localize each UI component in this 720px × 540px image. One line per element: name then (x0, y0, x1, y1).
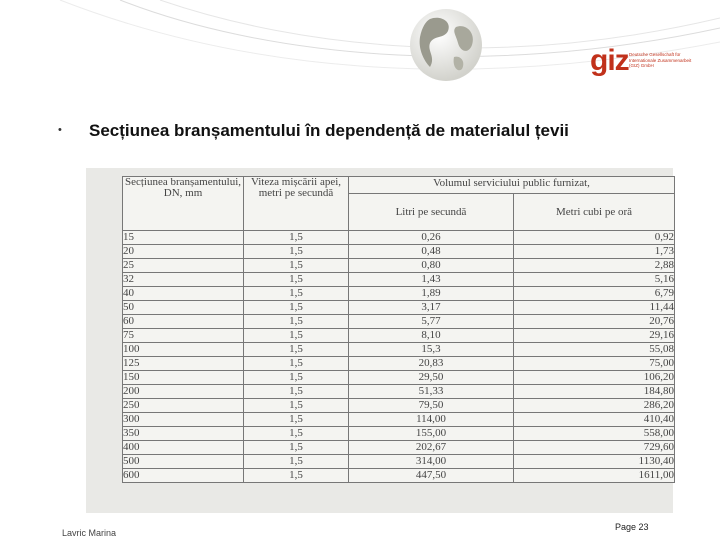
cell-speed: 1,5 (244, 357, 349, 371)
cell-liters: 0,48 (349, 245, 514, 259)
table-row (123, 399, 675, 413)
page-number: Page 23 (615, 522, 649, 532)
cell-liters: 314,00 (349, 455, 514, 469)
cell-liters: 15,3 (349, 343, 514, 357)
header-cubic: Metri cubi pe oră (514, 194, 675, 231)
cell-speed: 1,5 (244, 231, 349, 245)
cell-liters: 447,50 (349, 469, 514, 483)
cell-liters: 3,17 (349, 301, 514, 315)
table-row (123, 455, 675, 469)
cell-liters: 0,26 (349, 231, 514, 245)
table-row (123, 469, 675, 483)
cell-speed: 1,5 (244, 315, 349, 329)
cell-liters: 51,33 (349, 385, 514, 399)
table-row (123, 385, 675, 399)
cell-liters: 202,67 (349, 441, 514, 455)
cell-cubic: 106,20 (514, 371, 675, 385)
cell-dn: 250 (123, 399, 244, 413)
header-speed: Viteza mișcării apei, metri pe secundă (244, 177, 349, 231)
cell-dn: 75 (123, 329, 244, 343)
cell-cubic: 1,73 (514, 245, 675, 259)
cell-speed: 1,5 (244, 399, 349, 413)
title-bullet: • (58, 124, 62, 136)
cell-dn: 50 (123, 301, 244, 315)
cell-speed: 1,5 (244, 469, 349, 483)
cell-cubic: 729,60 (514, 441, 675, 455)
cell-dn: 100 (123, 343, 244, 357)
giz-logo-text: giz (590, 44, 629, 77)
header-band (0, 0, 720, 95)
cell-dn: 600 (123, 469, 244, 483)
cell-speed: 1,5 (244, 371, 349, 385)
table-row (123, 371, 675, 385)
header-volume-group: Volumul serviciului public furnizat, (349, 177, 675, 194)
cell-dn: 500 (123, 455, 244, 469)
cell-cubic: 55,08 (514, 343, 675, 357)
cell-liters: 5,77 (349, 315, 514, 329)
cell-speed: 1,5 (244, 413, 349, 427)
table-row (123, 273, 675, 287)
cell-liters: 1,43 (349, 273, 514, 287)
cell-speed: 1,5 (244, 343, 349, 357)
cell-cubic: 558,00 (514, 427, 675, 441)
cell-liters: 79,50 (349, 399, 514, 413)
cell-cubic: 20,76 (514, 315, 675, 329)
cell-cubic: 2,88 (514, 259, 675, 273)
header-dn: Secțiunea branșamentului, DN, mm (123, 177, 244, 231)
cell-speed: 1,5 (244, 287, 349, 301)
cell-liters: 1,89 (349, 287, 514, 301)
flow-capacity-table (122, 176, 675, 483)
cell-cubic: 29,16 (514, 329, 675, 343)
cell-cubic: 75,00 (514, 357, 675, 371)
table-row (123, 245, 675, 259)
table-row (123, 343, 675, 357)
cell-cubic: 1611,00 (514, 469, 675, 483)
cell-cubic: 410,40 (514, 413, 675, 427)
cell-speed: 1,5 (244, 301, 349, 315)
table-row (123, 357, 675, 371)
cell-speed: 1,5 (244, 441, 349, 455)
table-row (123, 287, 675, 301)
cell-liters: 20,83 (349, 357, 514, 371)
cell-liters: 29,50 (349, 371, 514, 385)
table-row (123, 301, 675, 315)
cell-dn: 40 (123, 287, 244, 301)
cell-speed: 1,5 (244, 259, 349, 273)
header-liters: Litri pe secundă (349, 194, 514, 231)
footer-author: Lavric Marina (62, 528, 117, 538)
cell-liters: 8,10 (349, 329, 514, 343)
cell-liters: 155,00 (349, 427, 514, 441)
cell-cubic: 286,20 (514, 399, 675, 413)
table-row (123, 413, 675, 427)
cell-dn: 25 (123, 259, 244, 273)
cell-dn: 60 (123, 315, 244, 329)
cell-cubic: 1130,40 (514, 455, 675, 469)
cell-dn: 150 (123, 371, 244, 385)
globe-icon (400, 5, 492, 85)
cell-dn: 15 (123, 231, 244, 245)
cell-speed: 1,5 (244, 385, 349, 399)
cell-cubic: 11,44 (514, 301, 675, 315)
table-row (123, 259, 675, 273)
cell-liters: 0,80 (349, 259, 514, 273)
cell-cubic: 6,79 (514, 287, 675, 301)
cell-speed: 1,5 (244, 329, 349, 343)
table-row (123, 329, 675, 343)
cell-speed: 1,5 (244, 245, 349, 259)
cell-dn: 20 (123, 245, 244, 259)
cell-dn: 200 (123, 385, 244, 399)
cell-speed: 1,5 (244, 455, 349, 469)
cell-dn: 350 (123, 427, 244, 441)
cell-dn: 400 (123, 441, 244, 455)
table-row (123, 427, 675, 441)
cell-dn: 300 (123, 413, 244, 427)
cell-speed: 1,5 (244, 273, 349, 287)
table-body (123, 231, 675, 483)
table-row (123, 315, 675, 329)
cell-cubic: 5,16 (514, 273, 675, 287)
cell-liters: 114,00 (349, 413, 514, 427)
slide-title: Secțiunea branșamentului în dependență de materialul țevii (89, 121, 569, 140)
giz-logo-tagline: Deutsche Gesellschaft für Internationale Zusammenarbeit (GIZ) GmbH (629, 52, 692, 68)
cell-cubic: 184,80 (514, 385, 675, 399)
cell-speed: 1,5 (244, 427, 349, 441)
table-row (123, 441, 675, 455)
cell-dn: 32 (123, 273, 244, 287)
cell-dn: 125 (123, 357, 244, 371)
cell-cubic: 0,92 (514, 231, 675, 245)
table-row (123, 231, 675, 245)
